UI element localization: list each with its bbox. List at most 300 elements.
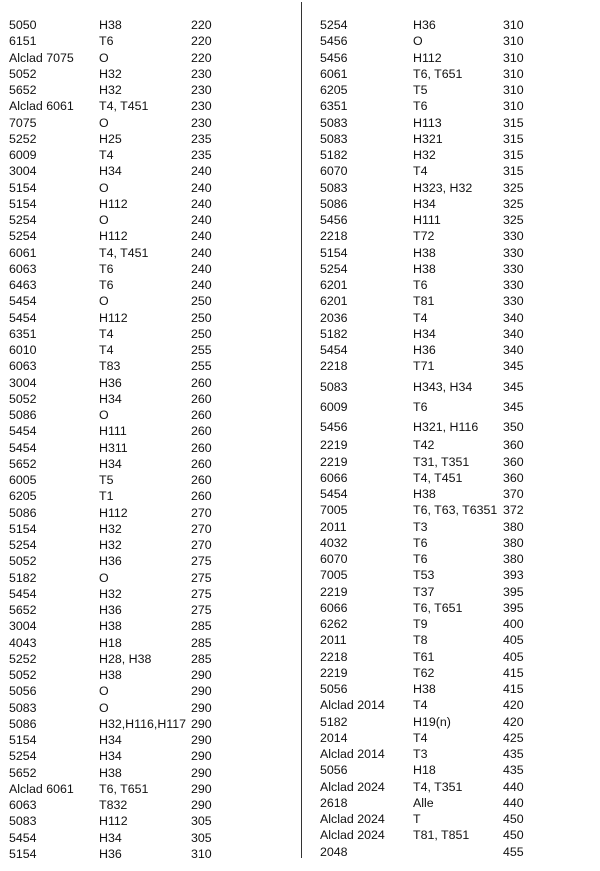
temper-cell: H34	[413, 326, 436, 341]
temper-cell: T6	[413, 278, 428, 292]
value-cell: 345	[503, 359, 524, 374]
table-row	[9, 261, 279, 277]
table-row	[9, 391, 279, 407]
table-row	[320, 33, 595, 49]
table-row	[320, 632, 595, 648]
alloy-cell: 5454	[9, 440, 37, 455]
alloy-cell: 6063	[9, 261, 37, 276]
value-cell: 350	[503, 420, 524, 434]
alloy-cell: Alclad 2024	[320, 812, 385, 826]
value-cell: 220	[191, 50, 212, 65]
value-cell: 240	[191, 278, 212, 292]
temper-cell: H32	[413, 148, 436, 162]
value-cell: 270	[191, 538, 212, 552]
table-row	[9, 602, 279, 618]
value-cell: 255	[191, 343, 212, 357]
table-row	[9, 456, 279, 472]
temper-cell: T4	[413, 164, 428, 179]
table-row	[9, 98, 279, 114]
temper-cell: H32	[99, 521, 122, 536]
alloy-cell: 5182	[320, 148, 348, 162]
alloy-cell: 5056	[320, 682, 348, 696]
alloy-cell: Alclad 2014	[320, 698, 385, 713]
alloy-cell: 5652	[9, 603, 37, 617]
temper-cell: T4	[99, 148, 114, 162]
temper-cell: T31, T351	[413, 454, 470, 469]
alloy-cell: 6201	[320, 278, 348, 292]
value-cell: 325	[503, 180, 524, 195]
alloy-cell: 6009	[9, 148, 37, 162]
value-cell: 260	[191, 424, 212, 439]
table-row	[9, 440, 279, 456]
alloy-cell: 6066	[320, 470, 348, 485]
table-row	[9, 748, 279, 764]
table-row	[320, 665, 595, 681]
value-cell: 315	[503, 164, 524, 179]
alloy-cell: 5052	[9, 66, 37, 81]
alloy-cell: 5086	[9, 408, 37, 422]
value-cell: 235	[191, 131, 212, 146]
alloy-cell: 5154	[9, 733, 37, 747]
table-row	[9, 375, 279, 391]
alloy-cell: 5456	[320, 213, 348, 227]
temper-cell: T81	[413, 294, 435, 309]
table-row	[320, 697, 595, 713]
alloy-cell: 6066	[320, 600, 348, 615]
table-row	[320, 163, 595, 179]
table-row	[9, 407, 279, 423]
value-cell: 405	[503, 649, 524, 664]
table-row	[320, 535, 595, 551]
value-cell: 240	[191, 229, 212, 244]
table-row	[9, 716, 279, 732]
alloy-cell: 6201	[320, 294, 348, 309]
alloy-cell: 5083	[320, 180, 348, 195]
value-cell: 425	[503, 730, 524, 745]
value-cell: 290	[191, 765, 212, 780]
alloy-cell: 2219	[320, 584, 348, 599]
value-cell: 400	[503, 617, 524, 631]
value-cell: 380	[503, 552, 524, 566]
temper-cell: T4	[413, 730, 428, 745]
alloy-cell: 5056	[320, 763, 348, 778]
temper-cell: H32	[99, 66, 122, 81]
table-row	[320, 779, 595, 795]
value-cell: 372	[503, 503, 524, 518]
alloy-cell: 5182	[9, 570, 37, 585]
alloy-cell: 5652	[9, 83, 37, 97]
temper-cell: T3	[413, 747, 428, 761]
alloy-cell: 6262	[320, 617, 348, 631]
alloy-cell: 4032	[320, 535, 348, 550]
left-table	[9, 17, 279, 862]
temper-cell: H113	[413, 115, 442, 130]
alloy-cell: 3004	[9, 164, 37, 179]
alloy-cell: 5456	[320, 50, 348, 65]
table-row	[9, 33, 279, 49]
table-row	[320, 486, 595, 502]
table-row	[9, 553, 279, 569]
temper-cell: H36	[99, 846, 122, 861]
table-row	[9, 245, 279, 261]
alloy-cell: 5052	[9, 554, 37, 569]
table-row	[9, 732, 279, 748]
alloy-cell: 3004	[9, 375, 37, 390]
table-row	[9, 342, 279, 358]
value-cell: 310	[503, 34, 524, 49]
table-row	[9, 667, 279, 683]
alloy-cell: 6009	[320, 399, 348, 414]
table-row	[9, 196, 279, 212]
temper-cell: T4	[413, 698, 428, 713]
temper-cell: T3	[413, 519, 428, 534]
temper-cell: T53	[413, 568, 435, 583]
table-row	[9, 635, 279, 651]
table-row	[9, 423, 279, 439]
value-cell: 310	[503, 99, 524, 114]
temper-cell: O	[99, 570, 109, 585]
temper-cell: H18	[413, 763, 436, 778]
temper-cell: H19(n)	[413, 714, 451, 729]
table-row	[320, 66, 595, 82]
table-row	[9, 700, 279, 716]
temper-cell: T6	[413, 552, 428, 566]
table-row	[9, 82, 279, 98]
temper-cell: T	[413, 812, 421, 826]
temper-cell: T6	[99, 278, 114, 292]
temper-cell: H343, H34	[413, 379, 473, 394]
alloy-cell: 5083	[320, 379, 348, 394]
alloy-cell: 2219	[320, 438, 348, 453]
temper-cell: T4	[99, 326, 114, 341]
alloy-cell: 5083	[9, 700, 37, 715]
value-cell: 290	[191, 749, 212, 764]
table-row	[320, 762, 595, 778]
temper-cell: T5	[413, 83, 428, 97]
value-cell: 275	[191, 603, 212, 617]
value-cell: 230	[191, 83, 212, 97]
temper-cell: H111	[413, 213, 441, 227]
table-row	[320, 358, 595, 374]
alloy-cell: 5454	[320, 487, 348, 501]
temper-cell: H38	[413, 487, 436, 501]
temper-cell: T8	[413, 633, 428, 648]
alloy-cell: 6205	[9, 489, 37, 504]
alloy-cell: 6010	[9, 343, 37, 357]
alloy-cell: 5454	[9, 424, 37, 439]
temper-cell: T1	[99, 489, 114, 504]
value-cell: 290	[191, 716, 212, 731]
value-cell: 310	[503, 50, 524, 65]
alloy-cell: 2014	[320, 730, 348, 745]
table-row	[320, 147, 595, 163]
temper-cell: H34	[99, 164, 122, 179]
alloy-cell: 6463	[9, 278, 37, 292]
table-row	[9, 163, 279, 179]
table-row	[320, 379, 595, 395]
table-row	[9, 228, 279, 244]
table-row	[9, 115, 279, 131]
table-row	[9, 326, 279, 342]
value-cell: 240	[191, 180, 212, 195]
alloy-cell: 7075	[9, 115, 37, 130]
temper-cell: H34	[99, 456, 122, 471]
temper-cell: H112	[99, 505, 128, 520]
table-row	[320, 437, 595, 453]
table-row	[320, 131, 595, 147]
value-cell: 360	[503, 470, 524, 485]
temper-cell: H112	[99, 229, 128, 244]
table-row	[9, 131, 279, 147]
temper-cell: T61	[413, 649, 435, 664]
table-row	[320, 844, 595, 860]
alloy-cell: 6151	[9, 34, 37, 49]
table-row	[320, 584, 595, 600]
value-cell: 380	[503, 519, 524, 534]
temper-cell: T6	[99, 34, 114, 49]
value-cell: 310	[503, 66, 524, 81]
temper-cell: O	[99, 700, 109, 715]
alloy-cell: 2048	[320, 844, 348, 859]
alloy-cell: 6070	[320, 552, 348, 566]
temper-cell: H112	[99, 310, 128, 325]
alloy-cell: 5254	[320, 18, 348, 32]
temper-cell: O	[99, 294, 109, 309]
value-cell: 415	[503, 665, 524, 680]
temper-cell: T4, T351	[413, 779, 463, 794]
alloy-cell: 6061	[9, 245, 37, 260]
temper-cell: T4, T451	[413, 470, 463, 485]
value-cell: 290	[191, 798, 212, 812]
temper-cell: H34	[99, 391, 122, 406]
value-cell: 380	[503, 535, 524, 550]
alloy-cell: Alclad 2014	[320, 747, 385, 761]
alloy-cell: 5056	[9, 684, 37, 699]
alloy-cell: 6351	[320, 99, 348, 114]
table-row	[9, 586, 279, 602]
alloy-cell: Alclad 7075	[9, 50, 74, 65]
temper-cell: H36	[99, 375, 122, 390]
table-row	[320, 649, 595, 665]
alloy-cell: 5252	[9, 131, 37, 146]
temper-cell: H36	[413, 343, 436, 357]
alloy-cell: Alclad 2024	[320, 828, 385, 843]
table-row	[9, 66, 279, 82]
alloy-cell: 5454	[320, 343, 348, 357]
table-row	[320, 399, 595, 415]
temper-cell: T62	[413, 665, 435, 680]
table-row	[9, 618, 279, 634]
alloy-cell: 2219	[320, 665, 348, 680]
value-cell: 370	[503, 487, 524, 501]
value-cell: 345	[503, 379, 524, 394]
table-row	[9, 830, 279, 846]
temper-cell: H36	[99, 554, 122, 569]
value-cell: 250	[191, 326, 212, 341]
alloy-cell: 5254	[320, 261, 348, 276]
alloy-cell: Alclad 6061	[9, 781, 74, 796]
temper-cell: H38	[413, 245, 436, 260]
temper-cell: T72	[413, 229, 435, 244]
alloy-cell: Alclad 2024	[320, 779, 385, 794]
table-row	[9, 277, 279, 293]
value-cell: 310	[503, 83, 524, 97]
alloy-cell: 6005	[9, 473, 37, 487]
temper-cell: T6, T651	[413, 66, 463, 81]
table-row	[9, 683, 279, 699]
temper-cell: T4, T451	[99, 99, 149, 114]
table-row	[9, 537, 279, 553]
value-cell: 305	[191, 830, 212, 845]
value-cell: 260	[191, 375, 212, 390]
table-row	[9, 505, 279, 521]
value-cell: 290	[191, 700, 212, 715]
temper-cell: H38	[413, 261, 436, 276]
value-cell: 440	[503, 795, 524, 810]
table-row	[9, 570, 279, 586]
table-row	[320, 261, 595, 277]
alloy-cell: 5652	[9, 456, 37, 471]
value-cell: 330	[503, 294, 524, 309]
value-cell: 240	[191, 261, 212, 276]
value-cell: 330	[503, 229, 524, 244]
table-row	[9, 781, 279, 797]
temper-cell: H112	[99, 196, 128, 211]
temper-cell: H36	[413, 18, 436, 32]
temper-cell: T6	[413, 535, 428, 550]
value-cell: 435	[503, 763, 524, 778]
value-cell: 290	[191, 733, 212, 747]
table-row	[320, 600, 595, 616]
value-cell: 360	[503, 438, 524, 453]
temper-cell: T6	[413, 399, 428, 414]
alloy-cell: 5086	[320, 196, 348, 211]
value-cell: 230	[191, 66, 212, 81]
temper-cell: O	[413, 34, 423, 49]
value-cell: 220	[191, 34, 212, 49]
alloy-cell: 5154	[9, 196, 37, 211]
table-row	[320, 454, 595, 470]
value-cell: 450	[503, 812, 524, 826]
value-cell: 340	[503, 343, 524, 357]
temper-cell: H112	[413, 50, 442, 65]
table-row	[320, 326, 595, 342]
right-table	[320, 17, 595, 860]
alloy-cell: 2011	[320, 519, 347, 534]
value-cell: 415	[503, 682, 524, 696]
alloy-cell: 5652	[9, 765, 37, 780]
alloy-cell: 6063	[9, 359, 37, 374]
table-row	[9, 17, 279, 33]
value-cell: 230	[191, 99, 212, 114]
temper-cell: H38	[413, 682, 436, 696]
value-cell: 285	[191, 635, 212, 650]
table-row	[9, 50, 279, 66]
alloy-cell: 5052	[9, 391, 37, 406]
value-cell: 310	[191, 846, 212, 861]
table-row	[320, 310, 595, 326]
alloy-cell: 5083	[320, 115, 348, 130]
alloy-cell: 5182	[320, 714, 348, 729]
table-row	[320, 180, 595, 196]
alloy-cell: 5154	[9, 180, 37, 195]
temper-cell: H32	[99, 586, 122, 601]
alloy-cell: 5182	[320, 326, 348, 341]
table-row	[9, 765, 279, 781]
alloy-cell: 6061	[320, 66, 348, 81]
temper-cell: O	[99, 180, 109, 195]
table-row	[320, 470, 595, 486]
value-cell: 260	[191, 440, 212, 455]
temper-cell: O	[99, 684, 109, 699]
value-cell: 393	[503, 568, 524, 583]
alloy-cell: 5050	[9, 18, 37, 32]
temper-cell: H28, H38	[99, 651, 152, 666]
temper-cell: H32	[99, 83, 122, 97]
value-cell: 275	[191, 570, 212, 585]
alloy-cell: 5154	[9, 521, 37, 536]
temper-cell: H321, H116	[413, 420, 479, 434]
temper-cell: T81, T851	[413, 828, 470, 843]
alloy-cell: 2011	[320, 633, 347, 648]
alloy-cell: 5456	[320, 420, 348, 434]
temper-cell: H311	[99, 440, 128, 455]
value-cell: 250	[191, 294, 212, 309]
alloy-cell: 7005	[320, 503, 348, 518]
temper-cell: T37	[413, 584, 435, 599]
temper-cell: T6, T651	[413, 600, 463, 615]
table-row	[320, 212, 595, 228]
value-cell: 285	[191, 619, 212, 634]
temper-cell: O	[99, 213, 109, 227]
table-row	[9, 180, 279, 196]
table-row	[320, 17, 595, 33]
value-cell: 360	[503, 454, 524, 469]
table-row	[9, 521, 279, 537]
temper-cell: T4	[413, 310, 428, 325]
temper-cell: Alle	[413, 795, 434, 810]
alloy-cell: 2218	[320, 359, 348, 374]
value-cell: 270	[191, 521, 212, 536]
value-cell: 260	[191, 456, 212, 471]
table-row	[320, 519, 595, 535]
value-cell: 260	[191, 408, 212, 422]
value-cell: 250	[191, 310, 212, 325]
temper-cell: T6	[99, 261, 114, 276]
alloy-cell: 5154	[320, 245, 348, 260]
value-cell: 220	[191, 18, 212, 32]
temper-cell: H32	[99, 538, 122, 552]
table-row	[320, 616, 595, 632]
value-cell: 330	[503, 245, 524, 260]
table-row	[320, 714, 595, 730]
alloy-cell: 5454	[9, 830, 37, 845]
value-cell: 275	[191, 554, 212, 569]
alloy-cell: 6063	[9, 798, 37, 812]
temper-cell: H18	[99, 635, 122, 650]
table-row	[320, 551, 595, 567]
alloy-cell: 5456	[320, 34, 348, 49]
temper-cell: H321	[413, 131, 443, 146]
alloy-cell: 2618	[320, 795, 348, 810]
value-cell: 395	[503, 584, 524, 599]
table-row	[320, 827, 595, 843]
table-row	[9, 293, 279, 309]
alloy-cell: 5454	[9, 310, 37, 325]
temper-cell: H25	[99, 131, 122, 146]
table-row	[320, 795, 595, 811]
table-row	[9, 797, 279, 813]
